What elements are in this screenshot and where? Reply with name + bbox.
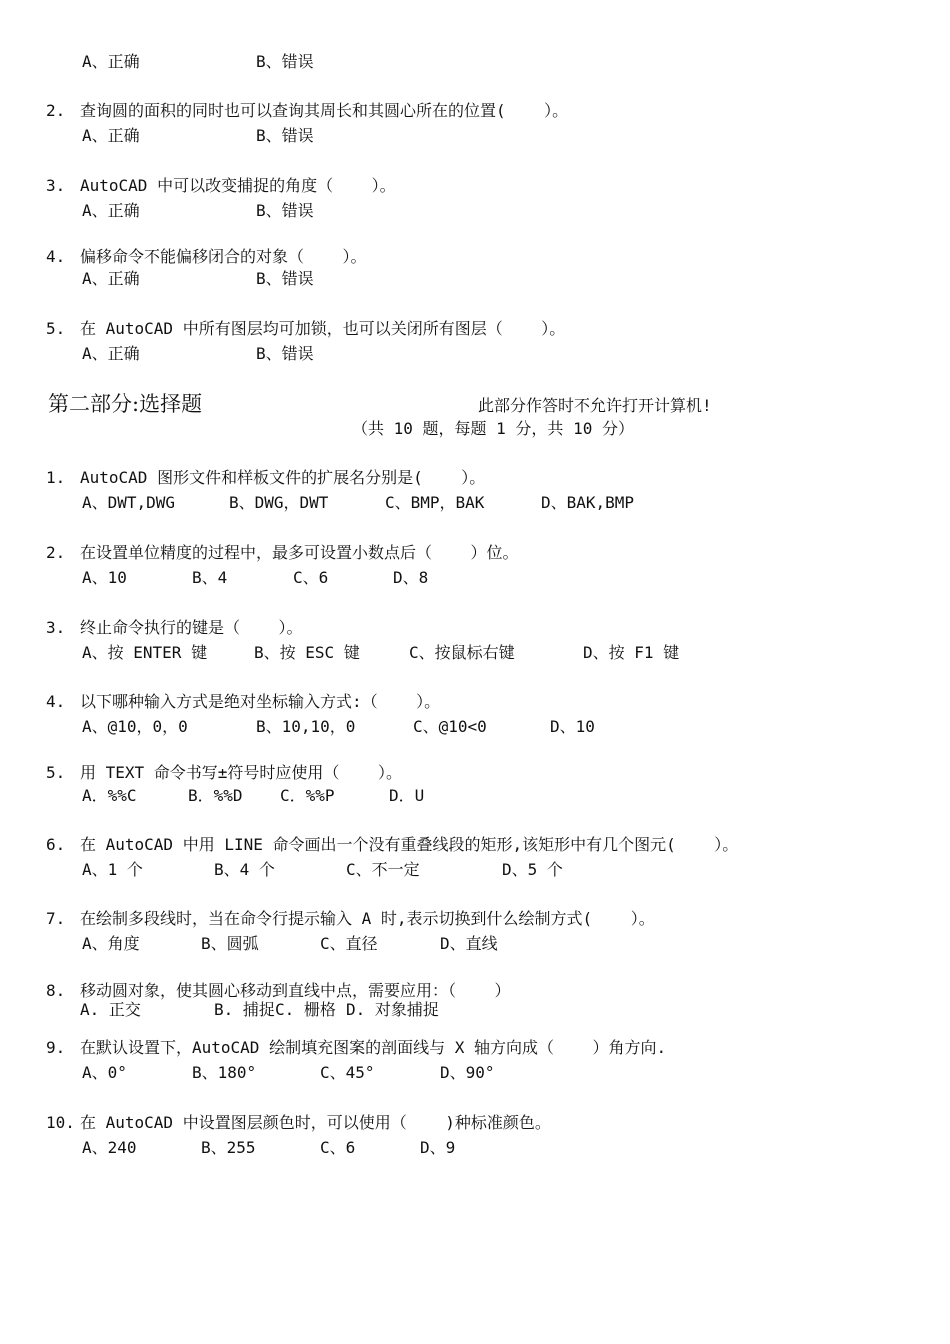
section-note: 此部分作答时不允许打开计算机! (478, 396, 712, 415)
question-number: 6. (46, 835, 66, 854)
option-a: A、@10，0，0 (82, 717, 188, 736)
option-a: A、正确 (82, 52, 140, 71)
question-number: 8. (46, 981, 66, 1000)
option-d: D、9 (420, 1138, 456, 1157)
question-number: 2. (46, 543, 66, 562)
option-d: D、直线 (440, 934, 498, 953)
question-text: 偏移命令不能偏移闭合的对象（ ）。 (80, 247, 367, 266)
option-c: C、45° (320, 1063, 375, 1082)
option-d: D、5 个 (502, 860, 563, 879)
question-text: AutoCAD 图形文件和样板文件的扩展名分别是( ）。 (80, 468, 486, 487)
question-text: 在 AutoCAD 中所有图层均可加锁，也可以关闭所有图层（ ）。 (80, 319, 566, 338)
question-text: 查询圆的面积的同时也可以查询其周长和其圆心所在的位置( ）。 (80, 101, 569, 120)
option-a: A、DWT,DWG (82, 493, 176, 512)
question-number: 3. (46, 618, 66, 637)
option-b: B、4 个 (214, 860, 275, 879)
option-a: A、正确 (82, 126, 140, 145)
option-b: B. 捕捉 (214, 1000, 275, 1019)
question-number: 9. (46, 1038, 66, 1057)
question-number: 3. (46, 176, 66, 195)
option-a: A、10 (82, 568, 127, 587)
option-c: C、6 (293, 568, 329, 587)
question-number: 1. (46, 468, 66, 487)
option-c: C、按鼠标右键 (409, 643, 515, 662)
option-a: A. 正交 (80, 1000, 141, 1019)
option-a: A、正确 (82, 201, 140, 220)
option-b: B、错误 (256, 344, 314, 363)
question-text: 终止命令执行的键是（ ）。 (80, 618, 303, 637)
question-text: 在 AutoCAD 中设置图层颜色时，可以使用（ )种标准颜色。 (80, 1113, 551, 1132)
option-c: C、BMP，BAK (385, 493, 485, 512)
option-b: B、圆弧 (201, 934, 259, 953)
option-a: A、正确 (82, 344, 140, 363)
option-b: B、错误 (256, 201, 314, 220)
option-d: D．U (389, 786, 425, 805)
option-b: B、255 (201, 1138, 256, 1157)
option-a: A、按 ENTER 键 (82, 643, 208, 662)
section-subtitle: （共 10 题，每题 1 分，共 10 分） (352, 419, 634, 438)
question-number: 4. (46, 247, 66, 266)
option-c: C、直径 (320, 934, 378, 953)
option-b: B、4 (192, 568, 228, 587)
question-text: AutoCAD 中可以改变捕捉的角度（ ）。 (80, 176, 396, 195)
option-b: B、错误 (256, 52, 314, 71)
option-c: C．%%P (280, 786, 335, 805)
question-text: 在绘制多段线时，当在命令行提示输入 A 时,表示切换到什么绘制方式( ）。 (80, 909, 655, 928)
option-a: A、正确 (82, 269, 140, 288)
option-c: C. 栅格 (275, 1000, 336, 1019)
option-d: D、按 F1 键 (583, 643, 680, 662)
question-text: 在设置单位精度的过程中，最多可设置小数点后（ ）位。 (80, 543, 519, 562)
question-number: 2. (46, 101, 66, 120)
option-a: A、1 个 (82, 860, 143, 879)
question-text: 用 TEXT 命令书写±符号时应使用（ ）。 (80, 763, 402, 782)
option-b: B．%%D (188, 786, 243, 805)
option-d: D、90° (440, 1063, 495, 1082)
question-number: 7. (46, 909, 66, 928)
option-b: B、DWG，DWT (229, 493, 329, 512)
option-b: B、按 ESC 键 (254, 643, 360, 662)
option-b: B、错误 (256, 269, 314, 288)
question-text: 移动圆对象，使其圆心移动到直线中点，需要应用：（ ） (80, 981, 511, 1000)
option-b: B、错误 (256, 126, 314, 145)
option-b: B、180° (192, 1063, 257, 1082)
question-number: 4. (46, 692, 66, 711)
question-number: 10. (46, 1113, 75, 1132)
question-text: 以下哪种输入方式是绝对坐标输入方式:（ ）。 (80, 692, 441, 711)
option-b: B、10,10，0 (256, 717, 356, 736)
option-d: D、8 (393, 568, 429, 587)
question-number: 5. (46, 319, 66, 338)
section-title: 第二部分:选择题 (48, 392, 203, 416)
option-a: A、角度 (82, 934, 140, 953)
option-d: D、10 (550, 717, 595, 736)
question-text: 在默认设置下，AutoCAD 绘制填充图案的剖面线与 X 轴方向成（ ）角方向. (80, 1038, 667, 1057)
option-c: C、@10<0 (413, 717, 487, 736)
option-a: A、0° (82, 1063, 127, 1082)
option-a: A．%%C (82, 786, 137, 805)
option-d: D. 对象捕捉 (346, 1000, 439, 1019)
option-c: C、6 (320, 1138, 356, 1157)
question-number: 5. (46, 763, 66, 782)
option-c: C、不一定 (346, 860, 420, 879)
option-d: D、BAK,BMP (541, 493, 635, 512)
option-a: A、240 (82, 1138, 137, 1157)
question-text: 在 AutoCAD 中用 LINE 命令画出一个没有重叠线段的矩形,该矩形中有几个图元( ）。 (80, 835, 739, 854)
